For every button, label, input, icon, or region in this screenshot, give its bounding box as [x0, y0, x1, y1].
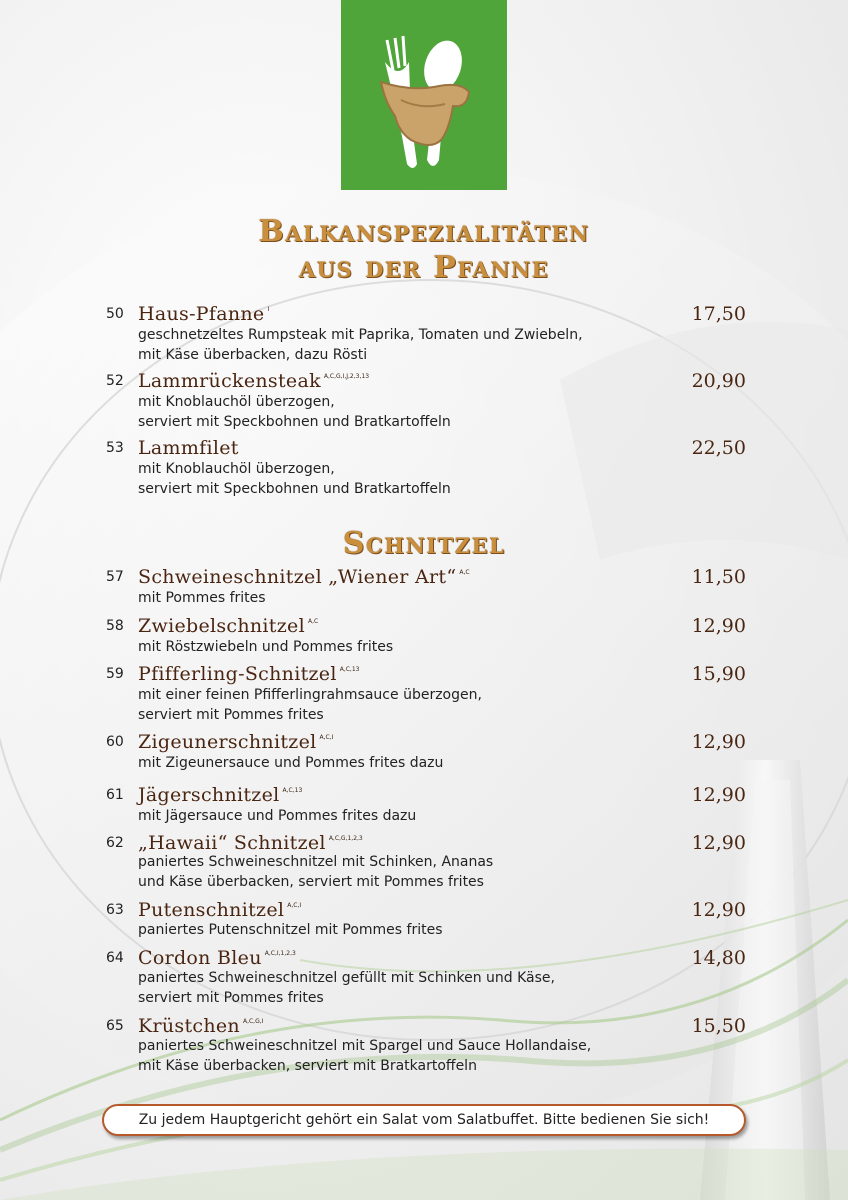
item-description-line1: paniertes Putenschnitzel mit Pommes frites — [138, 922, 443, 938]
logo-box — [341, 0, 507, 190]
item-description-line2: serviert mit Pommes frites — [138, 707, 324, 723]
item-allergens: A,C — [307, 618, 319, 625]
item-name: Lammfilet — [138, 437, 239, 459]
item-number: 57 — [106, 569, 124, 585]
item-price: 15,50 — [691, 1015, 746, 1037]
item-name: Pfifferling-Schnitzel $^{A,C,13}$ — [138, 663, 360, 685]
item-allergens: A,C,G,1,2,3 — [328, 835, 363, 842]
item-description-line2: mit Käse überbacken, dazu Rösti — [138, 347, 368, 363]
item-price: 12,90 — [691, 899, 746, 921]
item-description-line2: mit Käse überbacken, serviert mit Bratkartoffeln — [138, 1058, 477, 1074]
item-number: 64 — [106, 950, 124, 966]
item-allergens: A,C,I — [319, 734, 334, 741]
item-name: Schweineschnitzel „Wiener Art“ $^{A,C}$ — [138, 566, 470, 588]
section-title-line1: Balkanspezialitäten — [258, 214, 590, 249]
item-name: Zigeunerschnitzel $^{A,C,I}$ — [138, 731, 334, 753]
item-number: 52 — [106, 373, 124, 389]
item-description-line1: paniertes Schweineschnitzel mit Spargel und Sauce Hollandaise, — [138, 1038, 592, 1054]
item-allergens: I — [267, 306, 270, 313]
section-title-line2: aus der Pfanne — [298, 250, 550, 285]
fork-spoon-napkin-icon — [341, 0, 507, 190]
item-number: 58 — [106, 618, 124, 634]
item-description-line1: geschnetzeltes Rumpsteak mit Paprika, Tomaten und Zwiebeln, — [138, 327, 583, 343]
item-name: Putenschnitzel $^{A,C,I}$ — [138, 899, 302, 921]
item-name: Cordon Bleu $^{A,C,I,1,2,3}$ — [138, 947, 296, 969]
item-number: 53 — [106, 440, 124, 456]
item-number: 63 — [106, 902, 124, 918]
item-description-line1: mit Jägersauce und Pommes frites dazu — [138, 808, 417, 824]
item-allergens: A,C,G,I — [242, 1018, 264, 1025]
item-allergens: A,C,G,I,J,2,3,13 — [323, 373, 370, 380]
item-name: Haus-Pfanne $^I$ — [138, 303, 270, 325]
item-allergens: A,C,13 — [282, 787, 303, 794]
item-price: 11,50 — [691, 566, 746, 588]
salad-note: Zu jedem Hauptgericht gehört ein Salat vom Salatbuffet. Bitte bedienen Sie sich! — [102, 1104, 746, 1136]
item-description-line1: mit Pommes frites — [138, 590, 266, 606]
item-price: 12,90 — [691, 784, 746, 806]
item-number: 59 — [106, 666, 124, 682]
item-number: 62 — [106, 835, 124, 851]
item-description-line1: mit Knoblauchöl überzogen, — [138, 394, 335, 410]
item-name: Krüstchen $^{A,C,G,I}$ — [138, 1015, 264, 1037]
item-price: 12,90 — [691, 731, 746, 753]
item-price: 14,80 — [691, 947, 746, 969]
item-description-line1: mit Zigeunersauce und Pommes frites dazu — [138, 755, 444, 771]
item-description-line1: mit Knoblauchöl überzogen, — [138, 461, 335, 477]
item-name: Lammrückensteak $^{A,C,G,I,J,2,3,13}$ — [138, 370, 370, 392]
item-description-line1: mit Röstzwiebeln und Pommes frites — [138, 639, 394, 655]
item-number: 65 — [106, 1018, 124, 1034]
item-description-line1: mit einer feinen Pfifferlingrahmsauce überzogen, — [138, 687, 482, 703]
item-description-line2: und Käse überbacken, serviert mit Pommes frites — [138, 874, 484, 890]
section-title-line1: Schnitzel — [342, 526, 506, 561]
item-description-line1: paniertes Schweineschnitzel mit Schinken, Ananas — [138, 854, 494, 870]
item-price: 17,50 — [691, 303, 746, 325]
item-price: 15,90 — [691, 663, 746, 685]
item-allergens: A,C,I — [287, 902, 302, 909]
section-title-balkan — [0, 214, 848, 286]
item-description-line2: serviert mit Pommes frites — [138, 990, 324, 1006]
item-number: 50 — [106, 306, 124, 322]
item-price: 12,90 — [691, 832, 746, 854]
item-description-line2: serviert mit Speckbohnen und Bratkartoffeln — [138, 481, 451, 497]
section-title-schnitzel — [0, 526, 848, 562]
item-allergens: A,C — [459, 569, 470, 576]
item-price: 20,90 — [691, 370, 746, 392]
item-number: 61 — [106, 787, 124, 803]
item-name: „Hawaii“ Schnitzel $^{A,C,G,1,2,3}$ — [138, 832, 363, 854]
item-name: Jägerschnitzel $^{A,C,13}$ — [138, 784, 303, 806]
item-description-line1: paniertes Schweineschnitzel gefüllt mit Schinken und Käse, — [138, 970, 555, 986]
item-name: Zwiebelschnitzel $^{A,C}$ — [138, 615, 319, 637]
item-allergens: A,C,I,1,2,3 — [264, 950, 296, 957]
item-price: 12,90 — [691, 615, 746, 637]
item-price: 22,50 — [691, 437, 746, 459]
item-number: 60 — [106, 734, 124, 750]
item-allergens: A,C,13 — [339, 666, 360, 673]
item-description-line2: serviert mit Speckbohnen und Bratkartoffeln — [138, 414, 451, 430]
